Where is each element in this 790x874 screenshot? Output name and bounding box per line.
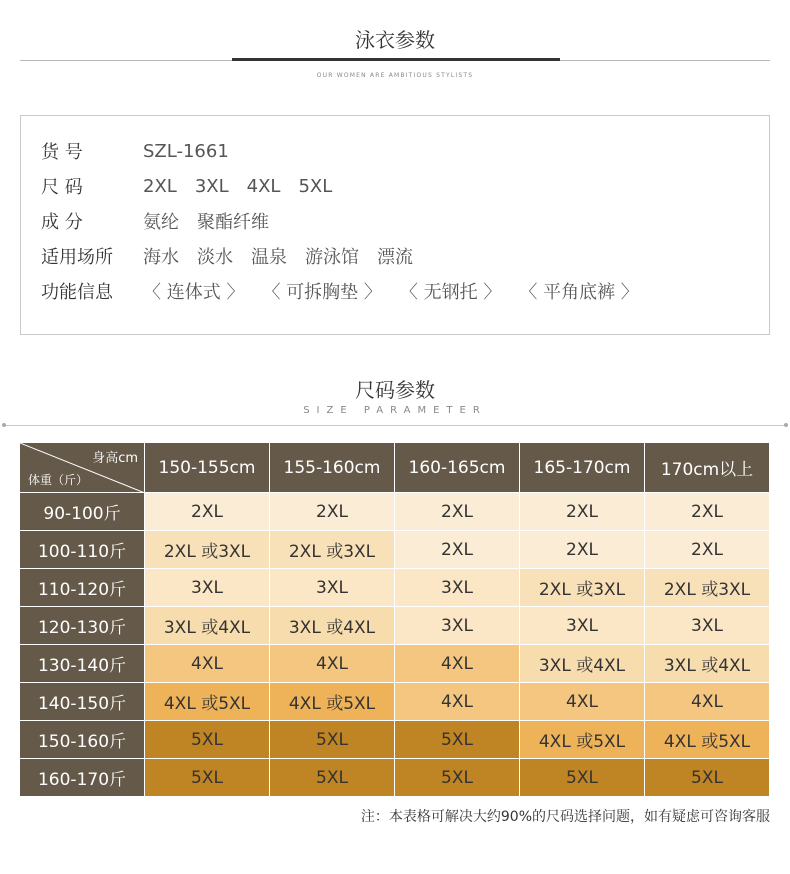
size-table: [20, 443, 770, 797]
table-note: 注：本表格可解决大约90%的尺码选择问题，如有疑虑可咨询客服: [360, 809, 770, 825]
size-cell: 5XL: [270, 759, 395, 797]
size-cell: 3XL 或4XL: [145, 607, 270, 645]
size-cell: 3XL 或4XL: [645, 645, 770, 683]
size-cell: 4XL: [520, 683, 645, 721]
size-cell: 2XL 或3XL: [645, 569, 770, 607]
size-cell: 5XL: [520, 759, 645, 797]
row-header: 90-100斤: [20, 493, 145, 531]
info-key: 功能信息: [41, 282, 113, 303]
size-cell: 3XL 或4XL: [270, 607, 395, 645]
size-cell: 2XL: [645, 493, 770, 531]
size-cell: 4XL: [145, 645, 270, 683]
info-values: [143, 141, 247, 162]
info-values: [143, 243, 431, 269]
info-value: 〈 连体式 〉: [143, 282, 245, 303]
size-cell: 2XL 或3XL: [270, 531, 395, 569]
info-value: 海水: [143, 247, 179, 268]
row-header: 110-120斤: [20, 569, 145, 607]
size-cell: 4XL 或5XL: [520, 721, 645, 759]
info-value: 3XL: [194, 175, 229, 197]
size-cell: 3XL: [520, 607, 645, 645]
size-cell: 3XL: [395, 607, 520, 645]
info-value: 漂流: [377, 247, 413, 268]
info-key: 货 号: [41, 142, 83, 163]
size-cell: 4XL: [395, 683, 520, 721]
size-rule: [4, 425, 786, 426]
size-cell: 5XL: [145, 759, 270, 797]
size-cell: 2XL: [395, 531, 520, 569]
info-row: [41, 278, 657, 304]
size-cell: 2XL: [520, 531, 645, 569]
product-info-box: [20, 115, 770, 335]
size-cell: 2XL: [395, 493, 520, 531]
size-cell: 3XL: [395, 569, 520, 607]
info-value: 4XL: [246, 175, 281, 197]
row-header: 140-150斤: [20, 683, 145, 721]
info-value: 聚酯纤维: [197, 212, 269, 233]
size-cell: 2XL 或3XL: [145, 531, 270, 569]
info-values: [143, 208, 287, 234]
size-cell: 3XL: [270, 569, 395, 607]
info-key: 适用场所: [41, 247, 113, 268]
row-header: 120-130斤: [20, 607, 145, 645]
size-rule-dot-right: [784, 423, 788, 427]
size-cell: 4XL 或5XL: [145, 683, 270, 721]
size-cell: 4XL: [645, 683, 770, 721]
row-header: 160-170斤: [20, 759, 145, 797]
info-value: SZL-1661: [143, 140, 229, 162]
column-header: 150-155cm: [145, 443, 270, 493]
info-value: 5XL: [298, 175, 333, 197]
size-cell: 2XL: [145, 493, 270, 531]
size-cell: 3XL 或4XL: [520, 645, 645, 683]
size-cell: 5XL: [395, 759, 520, 797]
size-cell: 4XL 或5XL: [270, 683, 395, 721]
size-cell: 2XL: [270, 493, 395, 531]
info-row: [41, 173, 350, 199]
column-header: 165-170cm: [520, 443, 645, 493]
info-value: 温泉: [251, 247, 287, 268]
size-cell: 3XL: [145, 569, 270, 607]
size-cell: 4XL: [270, 645, 395, 683]
info-row: [41, 208, 287, 234]
info-row: [41, 243, 431, 269]
swim-params-title: 泳衣参数: [355, 28, 435, 52]
size-cell: 4XL 或5XL: [645, 721, 770, 759]
info-values: [143, 278, 657, 304]
column-header: 170cm以上: [645, 443, 770, 493]
size-cell: 5XL: [145, 721, 270, 759]
size-params-subtitle: SIZE PARAMETER: [303, 405, 487, 416]
info-value: 〈 可拆胸垫 〉: [262, 282, 382, 303]
column-header: 155-160cm: [270, 443, 395, 493]
size-cell: 5XL: [270, 721, 395, 759]
corner-weight-label: 体重（斤）: [28, 473, 89, 487]
size-cell: 5XL: [395, 721, 520, 759]
info-value: 氨纶: [143, 212, 179, 233]
table-corner: [20, 443, 145, 493]
title-rule-accent: [232, 58, 560, 61]
info-value: 淡水: [197, 247, 233, 268]
info-row: [41, 138, 247, 164]
size-cell: 2XL: [645, 531, 770, 569]
info-value: 2XL: [143, 175, 177, 197]
row-header: 100-110斤: [20, 531, 145, 569]
corner-height-label: 身高cm: [92, 451, 138, 466]
column-header: 160-165cm: [395, 443, 520, 493]
size-cell: 2XL 或3XL: [520, 569, 645, 607]
size-cell: 4XL: [395, 645, 520, 683]
info-value: 游泳馆: [305, 247, 359, 268]
row-header: 150-160斤: [20, 721, 145, 759]
size-cell: 5XL: [645, 759, 770, 797]
size-cell: 2XL: [520, 493, 645, 531]
info-value: 〈 无钢托 〉: [399, 282, 502, 303]
size-params-title: 尺码参数: [355, 378, 435, 402]
size-cell: 3XL: [645, 607, 770, 645]
info-values: [143, 176, 350, 197]
info-value: 〈 平角底裤 〉: [519, 282, 639, 303]
row-header: 130-140斤: [20, 645, 145, 683]
info-key: 成 分: [41, 212, 83, 233]
size-rule-dot-left: [2, 423, 6, 427]
tagline: OUR WOMEN ARE AMBITIOUS STYLISTS: [316, 72, 474, 79]
info-key: 尺 码: [41, 177, 83, 198]
